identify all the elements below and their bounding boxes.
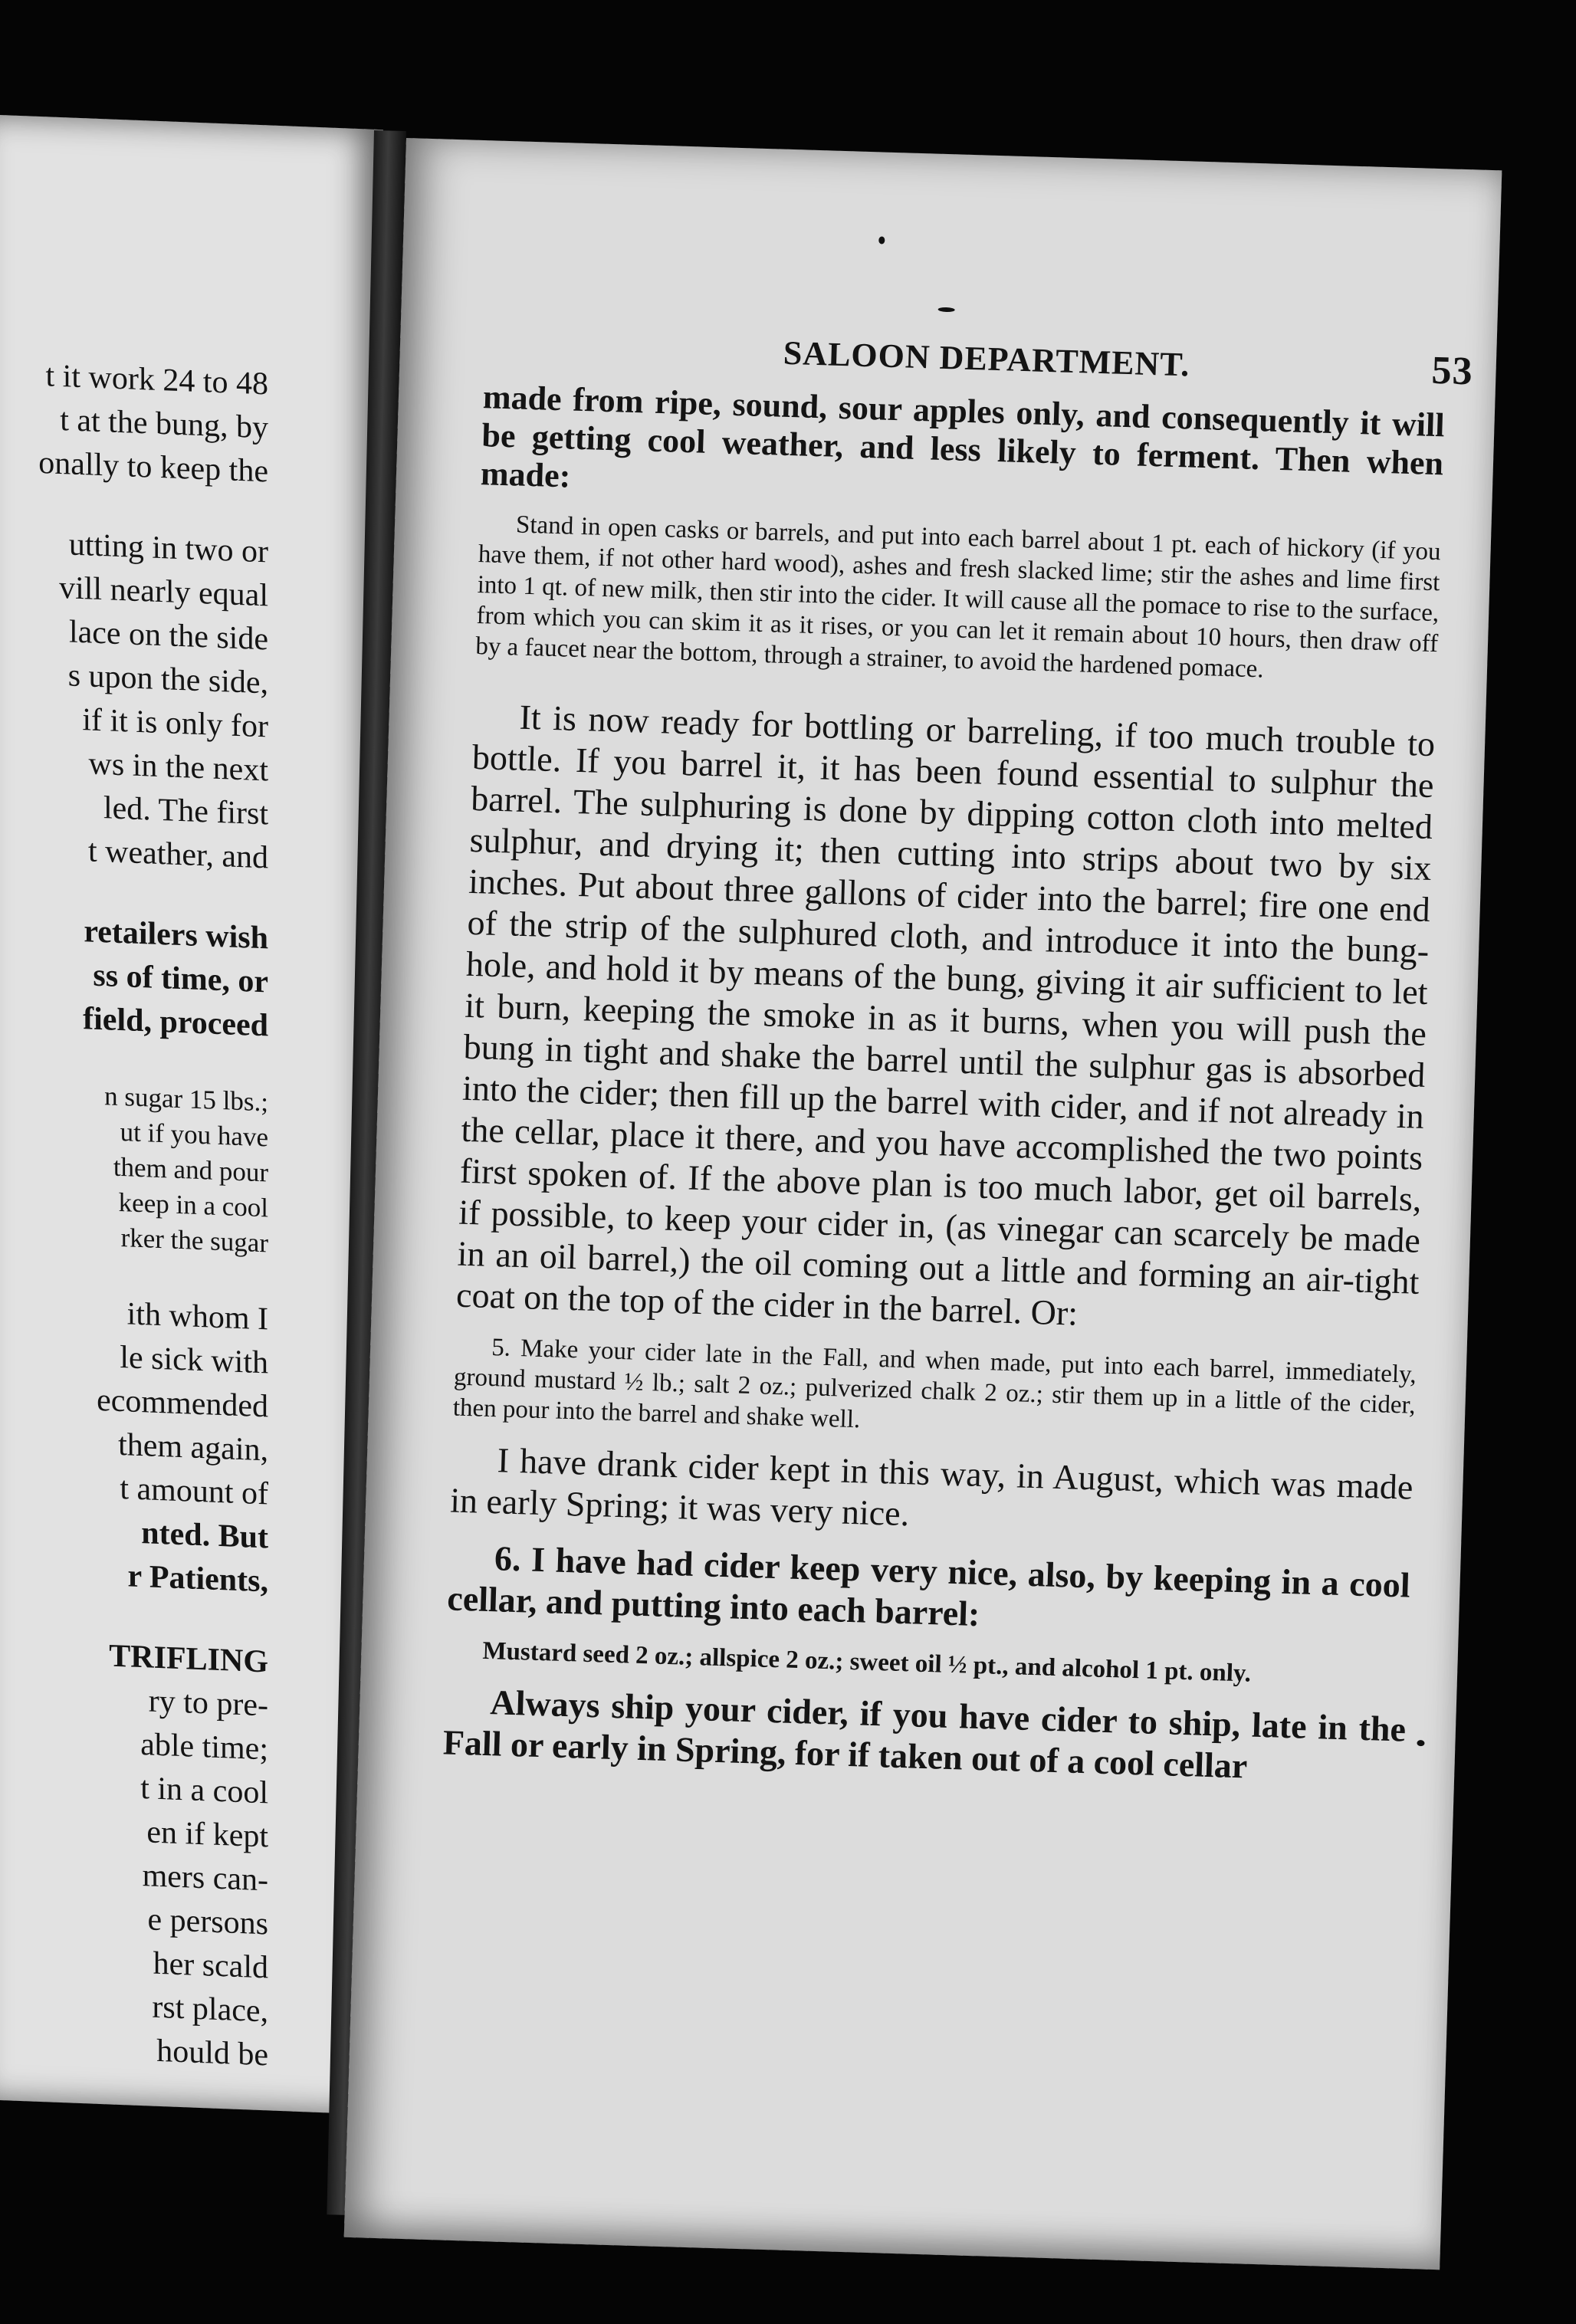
- running-head-title: SALOON DEPARTMENT.: [783, 333, 1191, 384]
- left-page-line: mers can-: [142, 1858, 268, 1899]
- scan-speck: [938, 307, 955, 313]
- scan-speck: [1417, 1740, 1424, 1746]
- right-page: [344, 138, 1502, 2270]
- august-paragraph: I have drank cider kept in this way, in August, which was made in early Spring; it was very nice.: [449, 1440, 1414, 1534]
- left-page-line: t it work 24 to 48: [45, 358, 268, 402]
- page-body: [442, 378, 1445, 1791]
- left-page-line: t in a cool: [140, 1771, 268, 1811]
- left-page-line: ith whom I: [126, 1296, 268, 1338]
- bottling-paragraph: It is now ready for bottling or barreling, if too much trouble to bottle. If you barrel it, it has been found essential to sulphur the barrel. The sulphuring is done by dipping cotton cloth into melted sulphur, and drying it; then cutting into strips about two by six inches. Put about three gallons of cider into the barrel; fire one end of the strip of the sulphured cloth, and introduce it into the bung-hole, and hold it by means of the bung, giving it air sufficient to let it burn, keeping the smoke in as it burns, when you will push the bung in tight and shake the barrel until the sulphur gas is absorbed into the cider; then fill up the barrel with cider, and if not already in the cellar, place it there, and you have accomplished the two points first spoken of. If the above plan is too much labor, get oil barrels, if possible, to keep your cider in, (as vinegar can scarcely be made in an oil barrel,) the oil coming out a little and forming an air-tight coat on the top of the cider in the barrel. Or:: [455, 697, 1436, 1333]
- left-page-line: s upon the side,: [67, 658, 268, 701]
- left-page-line: ecommended: [97, 1382, 268, 1425]
- left-page-text: [0, 343, 268, 2078]
- left-page-line: retailers wish: [84, 914, 268, 957]
- left-page-line: field, proceed: [83, 1001, 268, 1044]
- scan-speck: [878, 236, 885, 244]
- left-page-line: ry to pre-: [148, 1683, 268, 1724]
- left-page-line: n sugar 15 lbs.;: [104, 1081, 268, 1118]
- left-page-line: utting in two or: [68, 527, 268, 570]
- left-page-line: ut if you have: [120, 1117, 268, 1153]
- left-page-line: nted. But: [141, 1515, 268, 1556]
- left-page-line: vill nearly equal: [59, 570, 268, 614]
- shipping-paragraph: Always ship your cider, if you have cider to ship, late in the Fall or early in Spring, for if taken out of a cool cellar: [442, 1682, 1407, 1786]
- left-page-line: led. The first: [103, 790, 268, 832]
- running-head: [783, 333, 1473, 393]
- left-page-line: rst place,: [152, 1989, 268, 2030]
- left-page-line: them and pour: [113, 1151, 268, 1188]
- left-page-line: onally to keep the: [38, 445, 268, 490]
- left-page-line: le sick with: [120, 1340, 268, 1381]
- left-page-line: them again,: [118, 1426, 268, 1469]
- left-page-line: rker the sugar: [120, 1223, 268, 1259]
- recipe-paragraph-5: 5. Make your cider late in the Fall, and when made, put into each barrel, immediately, ground mustard ½ lb.; salt 2 oz.; pulverized chalk 2 oz.; stir them up in a little of the cider, then pour into the barrel and shake well.: [452, 1334, 1417, 1434]
- recipe-heading-6: 6. I have had cider keep very nice, also, by keeping in a cool cellar, and putting into each barrel:: [446, 1538, 1411, 1634]
- recipe-paragraph-6: Mustard seed 2 oz.; allspice 2 oz.; sweet oil ½ pt., and alcohol 1 pt. only.: [481, 1636, 1252, 1688]
- left-page-line: t weather, and: [87, 833, 268, 876]
- left-page-line: if it is only for: [82, 702, 268, 745]
- recipe-paragraph-1: Stand in open casks or barrels, and put into each barrel about 1 pt. each of hickory (if you have them, if not other hard wood), ashes and fresh slacked lime; stir the ashes and lime first into 1 qt. of new milk, then stir into the cider. It will cause all the pomace to rise to the surface, from which you can skim it as it rises, or you can let it remain about 10 hours, then draw off by a faucet near the bottom, through a strainer, to avoid the hardened pomace.: [474, 510, 1442, 684]
- left-page-line: her scald: [153, 1945, 268, 1986]
- left-page-line: ss of time, or: [93, 957, 268, 1000]
- left-page-line: r Patients,: [127, 1558, 268, 1600]
- left-page-line: t at the bung, by: [60, 402, 268, 446]
- left-page-line: keep in a cool: [118, 1187, 268, 1223]
- left-page-line: able time;: [140, 1727, 268, 1768]
- left-page-line: lace on the side: [68, 614, 268, 658]
- left-page-line: t amount of: [120, 1471, 268, 1512]
- left-page-line: ws in the next: [88, 746, 268, 789]
- left-page-fragment: [0, 115, 383, 2115]
- left-page-line: e persons: [147, 1902, 268, 1942]
- lead-paragraph: made from ripe, sound, sour apples only, and consequently it will be getting cool weather, and less likely to ferment. Then when made:: [480, 378, 1446, 495]
- left-page-line: TRIFLING: [109, 1638, 268, 1680]
- left-page-line: hould be: [156, 2033, 268, 2073]
- left-page-line: en if kept: [146, 1814, 268, 1855]
- page-number: 53: [1430, 348, 1474, 394]
